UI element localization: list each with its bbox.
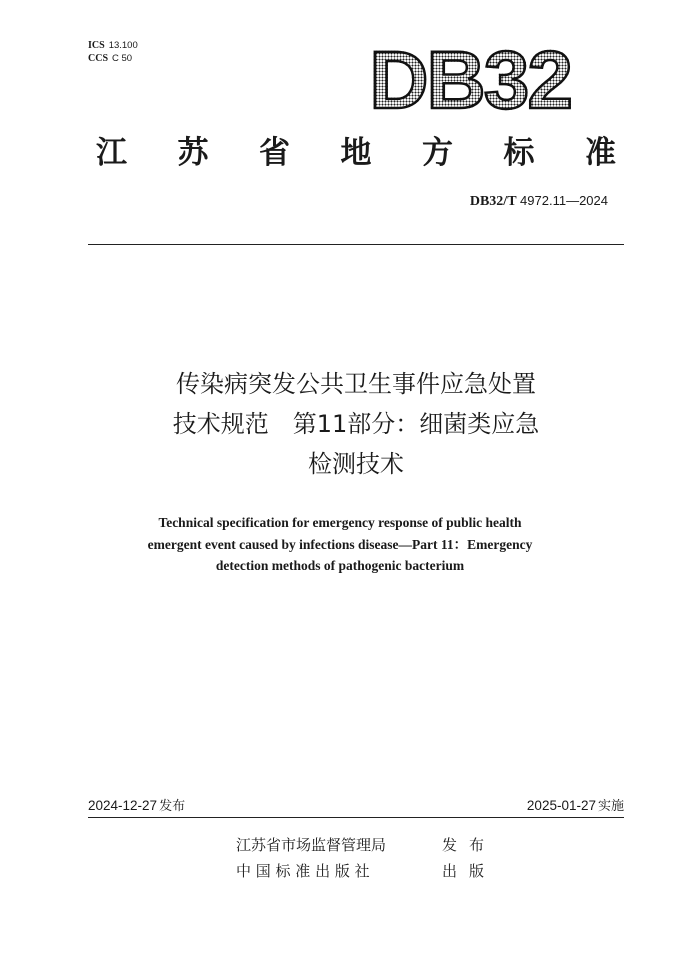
ccs-code: [88, 53, 132, 65]
standard-code: DB32/T: [469, 194, 517, 209]
header-divider: [88, 244, 624, 245]
release-date: [88, 797, 185, 816]
footer-divider: [88, 817, 624, 818]
db32-logo: DB32: [369, 35, 571, 126]
release-label: 发布: [159, 799, 186, 814]
standard-number: [470, 193, 608, 210]
ics-value: 13.100: [108, 40, 138, 51]
publisher-row: [236, 836, 496, 854]
printer-action: 出版: [442, 862, 497, 880]
standard-type-char: 标: [503, 135, 535, 171]
publisher-org: 江苏省市场监督管理局: [236, 836, 387, 854]
title-zh: [88, 364, 624, 484]
standard-type-heading: [96, 135, 616, 171]
standard-type-char: 江: [96, 135, 127, 171]
title-en: [100, 512, 580, 577]
standard-number-value: 4972.11—2024: [520, 193, 608, 208]
ics-code: [88, 40, 138, 52]
title-zh-line: 传染病突发公共卫生事件应急处置: [176, 370, 536, 398]
implement-date: [527, 797, 624, 816]
printer-org: 中 国 标 准 出 版 社: [236, 862, 370, 880]
standard-type-char: 苏: [177, 135, 209, 171]
title-zh-line: 检测技术: [308, 450, 404, 478]
ccs-label: CCS: [88, 53, 109, 64]
release-date-value: 2024-12-27: [88, 798, 158, 813]
standard-type-char: 地: [340, 135, 372, 171]
title-en-line: emergent event caused by infections disease—Part 11：Emergency: [147, 536, 533, 552]
ccs-value: C 50: [112, 53, 133, 64]
standard-type-char: 方: [422, 135, 453, 171]
title-en-line: Technical specification for emergency response of public health: [158, 515, 522, 530]
title-en-line: detection methods of pathogenic bacterium: [215, 558, 465, 573]
standard-type-char: 省: [259, 135, 290, 171]
printer-row: [236, 862, 496, 880]
implement-label: 实施: [597, 799, 624, 814]
implement-date-value: 2025-01-27: [526, 798, 596, 813]
standard-type-char: 准: [585, 135, 616, 171]
ics-label: ICS: [88, 40, 105, 51]
publisher-action: 发布: [442, 836, 497, 854]
title-zh-line: 技术规范 第11部分：细菌类应急: [172, 410, 540, 438]
